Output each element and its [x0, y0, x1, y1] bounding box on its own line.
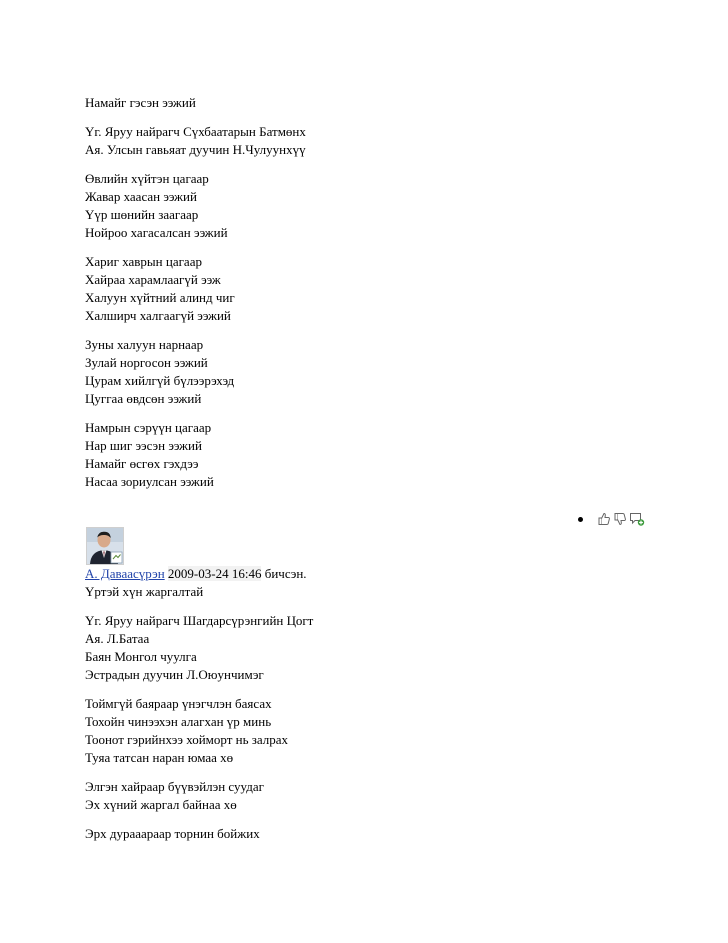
verse-line: Эрх дурааараар торнин бойжих	[85, 826, 260, 841]
stanza	[85, 253, 306, 325]
poem-title: Намайг гэсэн ээжий	[85, 95, 196, 110]
verse-line: Тохойн чинээхэн алагхан үр минь	[85, 714, 272, 729]
verse-line: Цуггаа өвдсөн ээжий	[85, 391, 202, 406]
stanza	[85, 825, 313, 843]
verse-line: Жавар хаасан ээжий	[85, 189, 197, 204]
poem-block	[85, 94, 306, 491]
list-bullet	[578, 517, 583, 522]
credit-ensemble: Баян Монгол чуулга	[85, 649, 197, 664]
verse-line: Тоймгүй баяраар үнэгчлэн баясах	[85, 696, 272, 711]
credit-music: Ая. Л.Батаа	[85, 631, 150, 646]
post-meta-suffix: бичсэн.	[264, 566, 307, 581]
post-timestamp: 2009-03-24 16:46	[167, 566, 262, 581]
credit-lyrics: Үг. Яруу найрагч Шагдарсүрэнгийн Цогт	[85, 613, 314, 628]
stanza	[85, 419, 306, 491]
blog-post	[85, 565, 313, 843]
verse-line: Цурам хийлгүй бүлээрэхэд	[85, 373, 235, 388]
reaction-toolbar	[578, 511, 645, 527]
verse-line: Нар шиг ээсэн ээжий	[85, 438, 202, 453]
post-title: Үртэй хүн жаргалтай	[85, 584, 204, 599]
verse-line: Өвлийн хүйтэн цагаар	[85, 171, 209, 186]
thumbs-up-icon[interactable]	[597, 512, 611, 526]
verse-line: Эх хүний жаргал байнаа хө	[85, 797, 237, 812]
avatar[interactable]	[86, 527, 124, 565]
verse-line: Туяа татсан наран юмаа хө	[85, 750, 234, 765]
stanza	[85, 695, 313, 767]
thumbs-down-icon[interactable]	[613, 512, 627, 526]
verse-line: Намрын сэрүүн цагаар	[85, 420, 212, 435]
verse-line: Хариг хаврын цагаар	[85, 254, 202, 269]
verse-line: Намайг өсгөх гэхдээ	[85, 456, 199, 471]
verse-line: Нойроо хагасалсан ээжий	[85, 225, 228, 240]
credit-lyrics: Үг. Яруу найрагч Сүхбаатарын Батмөнх	[85, 124, 306, 139]
stanza	[85, 336, 306, 408]
verse-line: Зуны халуун нарнаар	[85, 337, 204, 352]
comment-add-icon[interactable]	[629, 512, 643, 526]
verse-line: Элгэн хайраар бүүвэйлэн суудаг	[85, 779, 264, 794]
author-link[interactable]: А. Даваасүрэн	[85, 566, 165, 581]
verse-line: Халуун хүйтний алинд чиг	[85, 290, 235, 305]
credit-singer: Эстрадын дуучин Л.Оюунчимэг	[85, 667, 264, 682]
verse-line: Үүр шөнийн заагаар	[85, 207, 199, 222]
verse-line: Халширч халгаагүй ээжий	[85, 308, 231, 323]
stanza	[85, 170, 306, 242]
credit-music: Ая. Улсын гавьяат дуучин Н.Чулуунхүү	[85, 142, 306, 157]
stanza	[85, 778, 313, 814]
verse-line: Зулай норгосон ээжий	[85, 355, 208, 370]
verse-line: Хайраа харамлаагүй ээж	[85, 272, 221, 287]
verse-line: Тоонот гэрийнхээ хойморт нь залрах	[85, 732, 289, 747]
verse-line: Насаа зориулсан ээжий	[85, 474, 214, 489]
post-meta	[85, 565, 313, 583]
